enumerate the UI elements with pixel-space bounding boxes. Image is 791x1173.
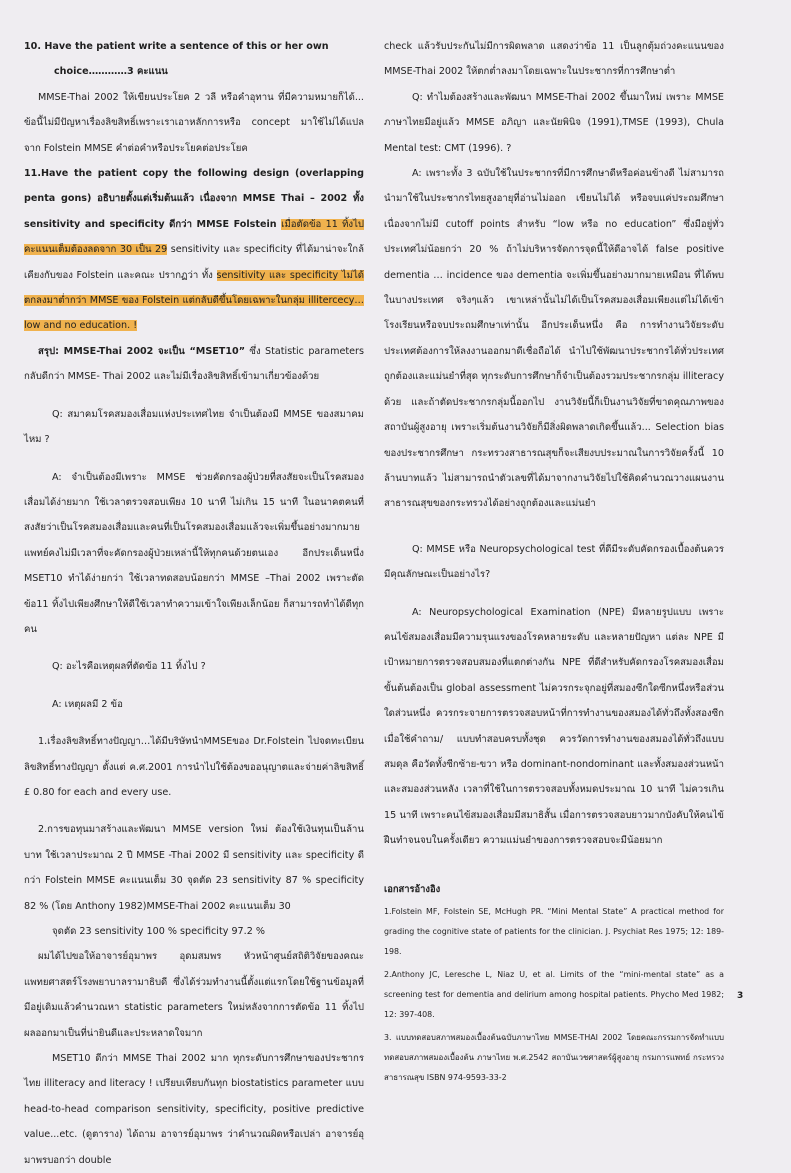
page-number: 3 <box>737 991 744 1001</box>
question-1: Q: สมาคมโรคสมองเสื่อมแห่งประเทศไทย จำเป็นต้องมี MMSE ของสมาคมไหม ? <box>24 408 364 446</box>
question-4: Q: MMSE หรือ Neuropsychological test ที่ดีมีระดับคัดกรองเบื้องต้นควรมีคุณลักษณะเป็นอย่างไร? <box>384 543 724 581</box>
answer-4: A: Neuropsychological Examination (NPE) มีหลายรูปแบบ เพราะคนไข้สมองเสื่อมมีความรุนแรงของโรคหลายระดับ และหลายปัญหา แต่ละ NPE มีเป้าหมายการตรวจสอบสมองที่แตกต่างกัน NPE ที่ดีสำหรับคัดกรองโรคสมองเสื่อมขั้นต้นต้องเป็น global assessment ไม่ควรกระจุกอยู่ที่สมองซีกใดซีกหนึ่งหรือส่วนใดส่วนหนึ่ง ควรกระจายการตรวจสอบหน้าที่การทำงานของสมองได้ทั่วถึงทั้งสองซีก เมื่อใช้คำถาม/ แบบทำสอบครบทั้งชุด ควรวัดการทำงานของสมองได้ทั่วถึงแบบสมดุล คือวัดทั้งซีกซ้าย-ขวา หรือ dominant-nondominant และทั้งสมองส่วนหน้าและสมองส่วนหลัง เวลาที่ใช้ในการตรวจสอบทั้งหมดประมาณ 10 นาที ไม่ควรเกิน 15 นาที เพราะคนไข้สมองเสื่อมมีสมาธิสั้น เมื่อการตรวจสอบยาวมากบังคับให้คนไข้ฝืนทำจนจบในครั้งเดียว ความแม่นยำของการตรวจสอบจะมีน้อยมาก <box>384 606 724 847</box>
left-column <box>24 34 364 1173</box>
reason-1: 1.เรื่องลิขสิทธิ์ทางปัญญา…ได้มีบริษัทนำMMSEของ Dr.Folstein ไปจดทะเบียนลิขสิทธิ์ทางปัญญา ตั้งแต่ ค.ศ.2001 การนำไปใช้ต้องขออนุญาตและจ่ายค่าลิขสิทธิ์ £ 0.80 for each and every use. <box>24 736 364 798</box>
q10-score-text: choice…………3 คะแนน <box>54 66 168 78</box>
q11-text-1: 11.Have the patient copy the following design (overlapping penta gons) อธิบายตั้งแต่เริ่มต้นแล้ว เนื่องจาก MMSE Thai – 2002 ทั้ง sensitivity and specificity ดีกว่า MMSE Folstein <box>24 168 364 230</box>
reference-item: 3. แบบทดสอบสภาพสมองเบื้องต้นฉบับภาษาไทย MMSE-THAI 2002 โดยคณะกรรมการจัดทำแบบทดสอบสภาพสมองเบื้องต้น ภาษาไทย พ.ศ.2542 สถาบันเวชศาสตร์ผู้สูงอายุ กรมการแพทย์ กระทรวงสาธารณสุข ISBN 974-9593-33-2 <box>384 1032 724 1082</box>
reason-3: ผมได้ไปขอให้อาจารย์อุมาพร อุดมสมพร หัวหน้าศูนย์สถิติวิจัยของคณะแพทยศาสตร์โรงพยาบาลรามาธิบดี ซึ่งได้ร่วมทำงานนี้ตั้งแต่แรกโดยใช้ฐานข้อมูลที่มีอยู่เดิมแล้วคำนวณหา statistic parameters ใหม่หลังจากการตัดข้อ 11 ทิ้งไป ผลออกมาเป็นที่น่ายินดีและประหลาดใจมาก <box>24 951 364 1039</box>
reference-item: 2.Anthony JC, Leresche L, Niaz U, et al. Limits of the “mini-mental state” as a screening test for dementia and delirium among hospital patients. Phycho Med 1982; 12: 397-408. <box>384 969 724 1019</box>
question-2: Q: อะไรคือเหตุผลที่ตัดข้อ 11 ทิ้งไป ? <box>52 661 206 673</box>
q11-paragraph <box>24 161 364 339</box>
q10-score <box>24 59 364 84</box>
continuation-paragraph: check แล้วรับประกันไม่มีการผิดพลาด แสดงว่าข้อ 11 เป็นลูกตุ้มถ่วงคะแนนของ MMSE-Thai 2002 ให้ตกต่ำลงมาโดยเฉพาะในประชากรที่การศึกษาต่ำ <box>384 41 724 78</box>
question-3: Q: ทำไมต้องสร้างและพัฒนา MMSE-Thai 2002 ขึ้นมาใหม่ เพราะ MMSE ภาษาไทยมีอยู่แล้ว MMSE อภิญา และนัยพินิจ (1991),TMSE (1993), Chula Mental test: CMT (1996). ? <box>384 91 724 154</box>
summary-bold: MMSE-Thai 2002 จะเป็น “MSET10” <box>58 345 245 357</box>
reason-4: MSET10 ดีกว่า MMSE Thai 2002 มาก ทุกระดับการศึกษาของประชากรไทย illiteracy and literacy ! เปรียบเทียบกันทุก biostatistics parameter แบบ head-to-head comparison sensitivity, specificity, positive predictive value...etc. (ดูตาราง) ได้ถาม อาจารย์อุมาพร ว่าคำนวณผิดหรือเปล่า อาจารย์อุมาพรบอกว่า double <box>24 1053 364 1166</box>
reason-2: 2.การขอทุนมาสร้างและพัฒนา MMSE version ใหม่ ต้องใช้เงินทุนเป็นล้านบาท ใช้เวลาประมาณ 2 ปี MMSE -Thai 2002 มี sensitivity และ specificity ดีกว่า Folstein MMSE คะแนนเต็ม 30 จุดตัด 23 sensitivity 87 % specificity 82 % (โดย Anthony 1982)MMSE-Thai 2002 คะแนนเต็ม 30 <box>24 824 364 912</box>
answer-2: A: เหตุผลมี 2 ข้อ <box>52 698 123 710</box>
reference-item: 1.Folstein MF, Folstein SE, McHugh PR. “Mini Mental State” A practical method for grading the cognitive state of patients for the clinician. J. Psychiat Res 1975; 12: 189-198. <box>384 906 724 956</box>
q11-highlight-1: เมื่อตัดข้อ 11 ทิ้งไป คะแนนเต็มต้องลดจาก 30 เป็น 29 <box>24 218 364 256</box>
answer-1: A: จำเป็นต้องมีเพราะ MMSE ช่วยคัดกรองผู้ป่วยที่สงสัยจะเป็นโรคสมองเสื่อมได้ง่ายมาก ใช้เวลาตรวจสอบเพียง 10 นาที ไม่เกิน 15 นาที ในอนาคตคนที่สงสัยว่าเป็นโรคสมองเสื่อมและคนที่เป็นโรคสมองเสื่อมแล้วจะเพิ่มขึ้นอย่างมากมาย แพทย์คงไม่มีเวลาที่จะคัดกรองผู้ป่วยเหล่านี้ให้ทุกคนด้วยตนเอง อีกประเด็นหนึ่ง MSET10 ทำได้ง่ายกว่า ใช้เวลาทดสอบน้อยกว่า MMSE –Thai 2002 เพราะตัดข้อ11 ทิ้งไปเพียงศึกษาให้ดีใช้เวลาทำความเข้าใจเพียงเล็กน้อย ก็สามารถทำได้ดีทุกคน <box>24 471 364 635</box>
summary-rest: ซึ่ง Statistic parameters กลับดีกว่า MMSE- Thai 2002 และไม่มีเรื่องลิขสิทธิ์เข้ามาเกี่ยวข้องด้วย <box>24 345 364 383</box>
summary-paragraph <box>24 339 364 390</box>
references-list <box>384 902 724 1088</box>
reason-2-cont: จุดตัด 23 sensitivity 100 % specificity 97.2 % <box>52 926 265 937</box>
answer-3: A: เพราะทั้ง 3 ฉบับใช้ในประชากรที่มีการศึกษาดีหรือค่อนข้างดี ไม่สามารถนำมาใช้ในประชากรไทยสูงอายุที่อ่านไม่ออก เขียนไม่ได้ หรือจบแค่ประถมศึกษา เนื่องจากไม่มี cutoff points สำหรับ “low หรือ no education” ซึ่งมีอยู่ทั่วประเทศไม่น้อยกว่า 20 % ถ้าไม่บริหารจัดการจุดนี้ให้ดีอาจได้ false positive dementia … incidence ของ dementia จะเพิ่มขึ้นอย่างมากมายเหมือน ที่ได้พบในบางประเทศ จริงๆแล้ว เขาเหล่านั้นไม่ได้เป็นโรคสมองเสื่อมเพียงแต่ไม่ได้เข้าโรงเรียนหรือจบประถมศึกษาเท่านั้น อีกประเด็นหนึ่ง คือ การทำงานวิจัยระดับประเทศต้องการให้ลงงานออกมาดีเชื่อถือได้ นำไปใช้พัฒนาประชากรได้ทั่วประเทศถูกต้องและแม่นยำที่สุด ทุกระดับการศึกษาก็จำเป็นต้องรวมประชากรกลุ่ม illiteracy ด้วย และถ้าตัดประชากรกลุ่มนี้ออกไป งานวิจัยนี้ก็เป็นงานวิจัยที่ขาดคุณภาพของสถาบันผู้สูงอายุ เพราะเริ่มต้นงานวิจัยก็มีสิ่งผิดพลาดเกิดขึ้นแล้ว... Selection bias ของประชากรศึกษา กระทรวงสาธารณสุขก็จะเสียงบประมาณในการวิจัยครั้งนี้ 10 ล้านบาทแล้ว ไม่สามารถนำตัวเลขที่ได้มาจากงานวิจัยไปใช้คิดคำนวณวางแผนงานสาธารณสุขของกระทรวงได้อย่างถูกต้องและแม่นยำ <box>384 168 724 510</box>
references-title: เอกสารอ้างอิง <box>384 883 441 895</box>
q11-highlight-2: sensitivity และ specificity ไม่ได้ตกลงมาต่ำกว่า MMSE ของ Folstein แต่กลับดีขึ้นโดยเฉพาะในกลุ่ม illitercecy…low and no education. ! <box>24 269 364 332</box>
q10-body: MMSE-Thai 2002 ให้เขียนประโยค 2 วลี หรือคำอุทาน ที่มีความหมายก็ได้... ข้อนี้ไม่มีปัญหาเรื่องลิขสิทธิ์เพราะเราเอาหลักการหรือ concept มาใช้ไม่ได้แปลจาก Folstein MMSE คำต่อคำหรือประโยคต่อประโยค <box>24 91 364 154</box>
q10-heading: 10. Have the patient write a sentence of this or her own <box>24 41 329 52</box>
summary-label: สรุป: <box>38 345 59 357</box>
q11-text-2: sensitivity และ specificity ที่ได้มาน่าจะใกล้เคียงกับของ Folstein และคณะ ปรากฏว่า ทั้ง <box>24 244 364 281</box>
right-column <box>384 34 724 1091</box>
